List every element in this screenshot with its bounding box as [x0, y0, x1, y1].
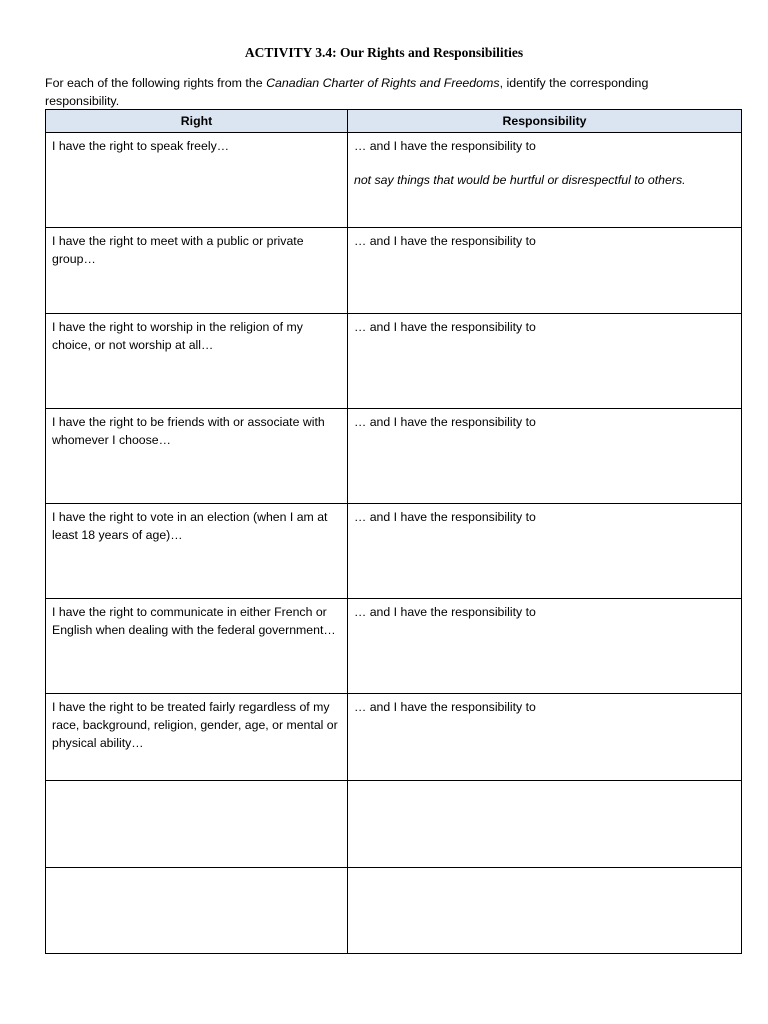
table-row: [46, 781, 742, 868]
header-responsibility: Responsibility: [348, 110, 742, 133]
responsibility-cell[interactable]: [348, 133, 742, 228]
right-cell: I have the right to worship in the religion of my choice, or not worship at all…: [46, 314, 348, 409]
instructions-text-before: For each of the following rights from the: [45, 76, 267, 90]
right-cell: I have the right to vote in an election (when I am at least 18 years of age)…: [46, 504, 348, 599]
right-cell: I have the right to be friends with or associate with whomever I choose…: [46, 409, 348, 504]
responsibility-cell[interactable]: … and I have the responsibility to: [348, 599, 742, 694]
right-cell[interactable]: [46, 868, 348, 954]
responsibility-prompt: … and I have the responsibility to: [354, 139, 536, 153]
table-row: [46, 314, 742, 409]
responsibility-cell[interactable]: … and I have the responsibility to: [348, 314, 742, 409]
header-right: Right: [46, 110, 348, 133]
right-cell: I have the right to meet with a public or private group…: [46, 228, 348, 314]
right-cell: I have the right to speak freely…: [46, 133, 348, 228]
responsibility-cell[interactable]: [348, 868, 742, 954]
table-row: [46, 694, 742, 781]
right-cell: I have the right to communicate in either French or English when dealing with the federal government…: [46, 599, 348, 694]
responsibility-cell[interactable]: … and I have the responsibility to: [348, 504, 742, 599]
responsibility-cell[interactable]: … and I have the responsibility to: [348, 694, 742, 781]
right-cell[interactable]: [46, 781, 348, 868]
table-row: [46, 409, 742, 504]
table-row: [46, 599, 742, 694]
page-title: ACTIVITY 3.4: Our Rights and Responsibilities: [244, 45, 524, 60]
table-row: [46, 504, 742, 599]
responsibility-example: not say things that would be hurtful or disrespectful to others.: [354, 173, 686, 187]
table-header-row: [46, 110, 742, 133]
responsibility-cell[interactable]: … and I have the responsibility to: [348, 228, 742, 314]
instructions: [45, 75, 705, 110]
responsibility-cell[interactable]: [348, 781, 742, 868]
table-row: [46, 228, 742, 314]
rights-responsibilities-table: [45, 109, 742, 954]
table-row: [46, 868, 742, 954]
responsibility-cell[interactable]: … and I have the responsibility to: [348, 409, 742, 504]
right-cell: I have the right to be treated fairly regardless of my race, background, religion, gender, age, or mental or physical ability…: [46, 694, 348, 781]
instructions-text-after: , identify the corresponding responsibility.: [45, 76, 649, 108]
charter-title: Canadian Charter of Rights and Freedoms: [266, 76, 500, 90]
table-row: [46, 133, 742, 228]
